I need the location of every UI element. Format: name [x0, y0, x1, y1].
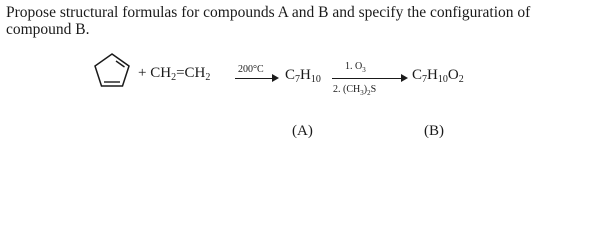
label-a: (A): [292, 123, 313, 139]
cyclopentadiene-structure-icon: [91, 50, 133, 92]
label-b: (B): [424, 123, 444, 139]
step2-arrow: [332, 78, 406, 79]
question-text: Propose structural formulas for compounds A and B and specify the configuration of compound B.: [6, 4, 531, 38]
product-a-formula: $C_7H_{10}$: [285, 67, 321, 85]
step1-arrow: [235, 78, 277, 79]
ethylene-formula: + $CH_2=CH_2$: [138, 65, 211, 83]
step1-condition: 200°C: [238, 64, 264, 75]
product-b-formula: $C_7H_{10}O_2$: [412, 67, 464, 85]
plus-sign: +: [138, 65, 147, 81]
step2-condition-2: 2. $(CH_3)_2S$: [333, 84, 377, 97]
step2-condition-1: 1. $O_3$: [345, 61, 366, 74]
